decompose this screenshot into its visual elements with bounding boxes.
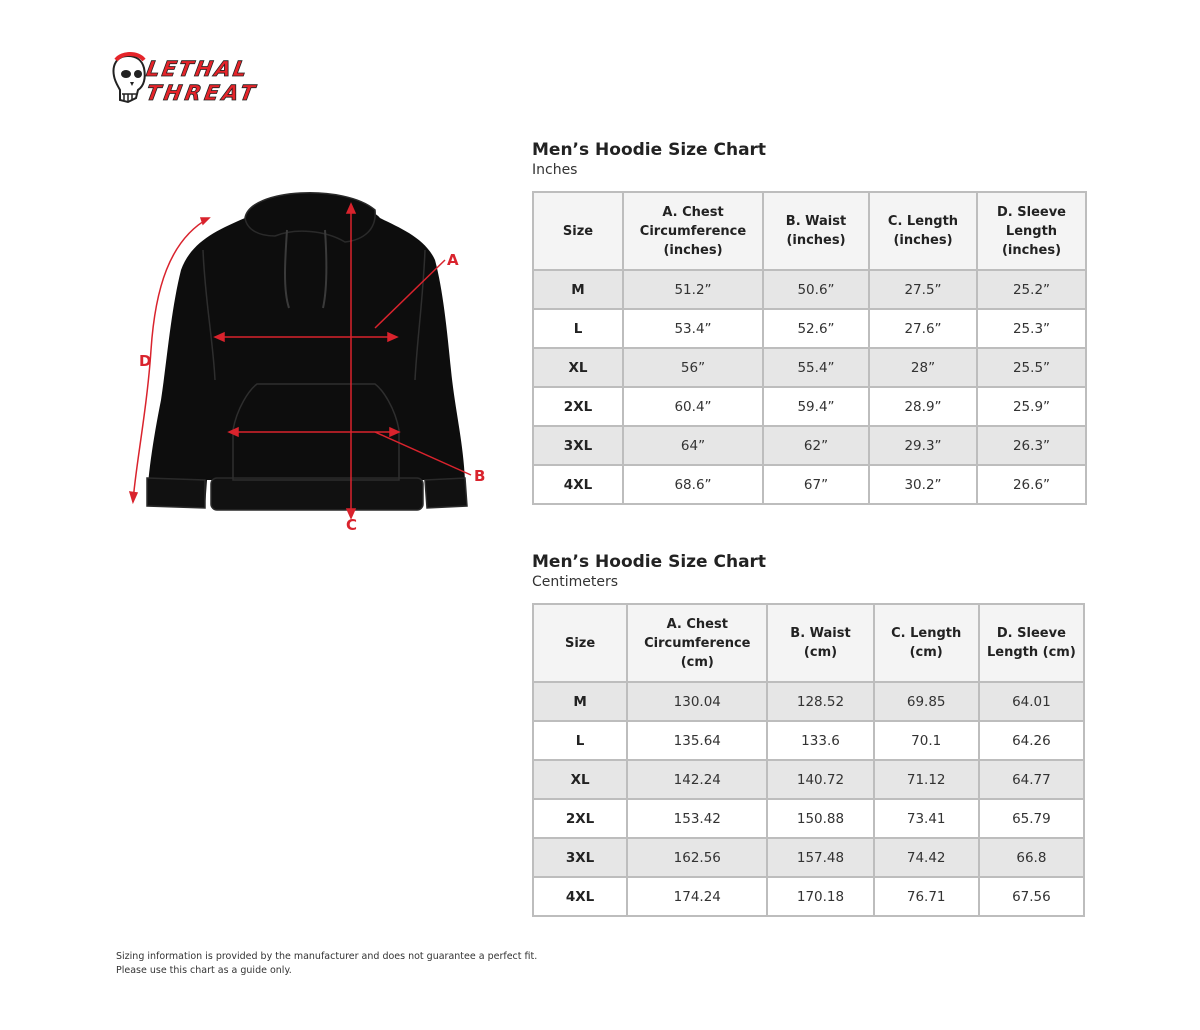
- table-row: [533, 760, 1084, 799]
- disclaimer-line1: Sizing information is provided by the manufacturer and does not guarantee a perfect fit.: [116, 951, 538, 962]
- header-size: Size: [533, 192, 623, 270]
- header-sleeve: D. Sleeve Length (inches): [977, 192, 1086, 270]
- size-cell: M: [533, 270, 623, 309]
- cm-table-title: Men’s Hoodie Size Chart: [532, 552, 767, 572]
- size-cell: 3XL: [533, 838, 627, 877]
- size-cell: 4XL: [533, 465, 623, 504]
- measurement-cell: 27.5”: [869, 270, 977, 309]
- label-c: C: [346, 516, 358, 534]
- header-length: C. Length (cm): [874, 604, 979, 682]
- measurement-cell: 25.9”: [977, 387, 1086, 426]
- size-cell: 3XL: [533, 426, 623, 465]
- measurement-cell: 64.01: [979, 682, 1084, 721]
- measurement-cell: 170.18: [767, 877, 873, 916]
- size-cell: M: [533, 682, 627, 721]
- measurement-cell: 130.04: [627, 682, 767, 721]
- table-row: [533, 721, 1084, 760]
- measurement-cell: 28.9”: [869, 387, 977, 426]
- cm-size-table: [532, 603, 1085, 917]
- header-length: C. Length (inches): [869, 192, 977, 270]
- measurement-cell: 60.4”: [623, 387, 763, 426]
- inches-section: [532, 140, 1085, 505]
- measurement-cell: 25.5”: [977, 348, 1086, 387]
- measurement-cell: 65.79: [979, 799, 1084, 838]
- measurement-cell: 174.24: [627, 877, 767, 916]
- inches-size-table: [532, 191, 1087, 505]
- measurement-cell: 140.72: [767, 760, 873, 799]
- lethal-threat-logo: [110, 50, 270, 110]
- measurement-cell: 71.12: [874, 760, 979, 799]
- size-cell: 2XL: [533, 387, 623, 426]
- hoodie-diagram: [125, 180, 505, 540]
- logo-line1: LETHAL: [144, 56, 249, 81]
- measurement-cell: 67”: [763, 465, 869, 504]
- inches-table-title: Men’s Hoodie Size Chart: [532, 140, 767, 160]
- table-row: [533, 348, 1086, 387]
- measurement-cell: 50.6”: [763, 270, 869, 309]
- table-header-row: [533, 604, 1084, 682]
- measurement-cell: 153.42: [627, 799, 767, 838]
- size-cell: 4XL: [533, 877, 627, 916]
- measurement-cell: 133.6: [767, 721, 873, 760]
- header-chest: A. Chest Circumference (inches): [623, 192, 763, 270]
- measurement-cell: 25.3”: [977, 309, 1086, 348]
- sizing-disclaimer: [116, 950, 537, 978]
- measurement-cell: 64.26: [979, 721, 1084, 760]
- measurement-cell: 142.24: [627, 760, 767, 799]
- table-row: [533, 465, 1086, 504]
- table-row: [533, 309, 1086, 348]
- measurement-cell: 157.48: [767, 838, 873, 877]
- skull-icon: [114, 54, 145, 102]
- table-row: [533, 270, 1086, 309]
- size-cell: XL: [533, 348, 623, 387]
- measurement-cell: 29.3”: [869, 426, 977, 465]
- measurement-cell: 70.1: [874, 721, 979, 760]
- measurement-cell: 64.77: [979, 760, 1084, 799]
- table-row: [533, 877, 1084, 916]
- measurement-cell: 30.2”: [869, 465, 977, 504]
- cm-table-subtitle: Centimeters: [532, 574, 619, 590]
- header-size: Size: [533, 604, 627, 682]
- inches-table-body: [533, 270, 1086, 504]
- measurement-cell: 64”: [623, 426, 763, 465]
- measurement-cell: 26.6”: [977, 465, 1086, 504]
- size-cell: L: [533, 721, 627, 760]
- table-header-row: [533, 192, 1086, 270]
- measurement-cell: 62”: [763, 426, 869, 465]
- size-cell: 2XL: [533, 799, 627, 838]
- disclaimer-line2: Please use this chart as a guide only.: [116, 965, 292, 976]
- header-sleeve: D. Sleeve Length (cm): [979, 604, 1084, 682]
- measurement-cell: 52.6”: [763, 309, 869, 348]
- measurement-cell: 69.85: [874, 682, 979, 721]
- measurement-cell: 59.4”: [763, 387, 869, 426]
- header-waist: B. Waist (inches): [763, 192, 869, 270]
- hoodie-illustration: [147, 193, 467, 510]
- measurement-cell: 162.56: [627, 838, 767, 877]
- measurement-cell: 76.71: [874, 877, 979, 916]
- table-row: [533, 799, 1084, 838]
- cm-section: [532, 552, 1085, 917]
- label-b: B: [474, 467, 486, 485]
- size-cell: XL: [533, 760, 627, 799]
- measurement-cell: 27.6”: [869, 309, 977, 348]
- label-d: D: [139, 352, 152, 370]
- measurement-cell: 66.8: [979, 838, 1084, 877]
- table-row: [533, 838, 1084, 877]
- measurement-cell: 51.2”: [623, 270, 763, 309]
- table-row: [533, 387, 1086, 426]
- cm-table-body: [533, 682, 1084, 916]
- measurement-cell: 73.41: [874, 799, 979, 838]
- label-a: A: [447, 251, 459, 269]
- logo-line2: THREAT: [144, 80, 257, 105]
- measurement-cell: 128.52: [767, 682, 873, 721]
- measurement-cell: 25.2”: [977, 270, 1086, 309]
- measurement-cell: 150.88: [767, 799, 873, 838]
- measurement-cell: 28”: [869, 348, 977, 387]
- table-row: [533, 682, 1084, 721]
- header-chest: A. Chest Circumference (cm): [627, 604, 767, 682]
- measurement-cell: 55.4”: [763, 348, 869, 387]
- header-waist: B. Waist (cm): [767, 604, 873, 682]
- inches-table-subtitle: Inches: [532, 162, 578, 178]
- measurement-cell: 135.64: [627, 721, 767, 760]
- measurement-cell: 74.42: [874, 838, 979, 877]
- measurement-cell: 67.56: [979, 877, 1084, 916]
- measurement-cell: 53.4”: [623, 309, 763, 348]
- size-cell: L: [533, 309, 623, 348]
- table-row: [533, 426, 1086, 465]
- measurement-cell: 26.3”: [977, 426, 1086, 465]
- measurement-cell: 68.6”: [623, 465, 763, 504]
- measurement-cell: 56”: [623, 348, 763, 387]
